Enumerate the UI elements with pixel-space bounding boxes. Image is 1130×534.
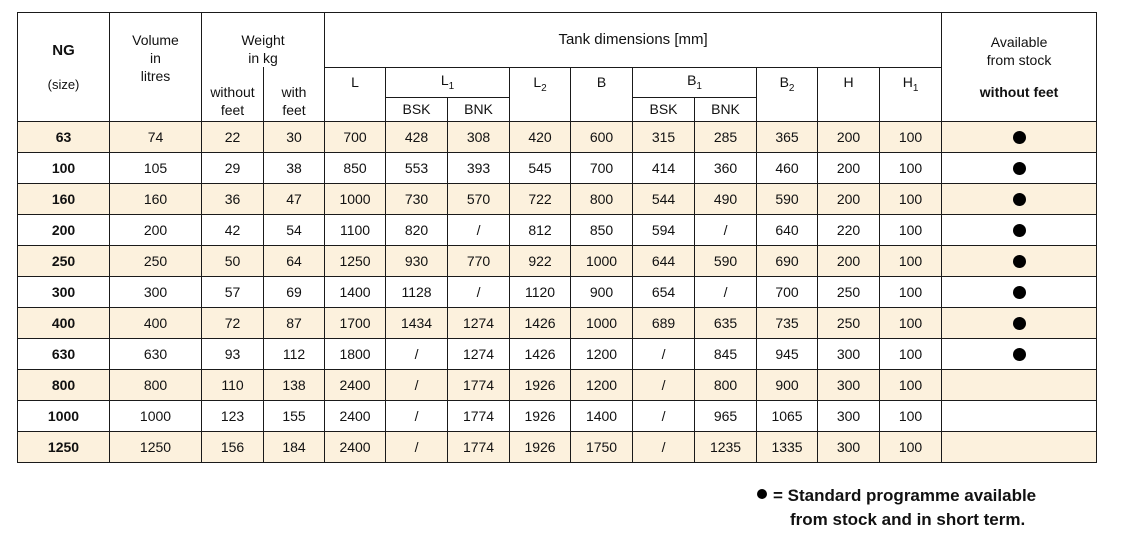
- available-header: Available from stock without feet: [942, 13, 1097, 122]
- cell-wf: 138: [264, 369, 325, 400]
- cell-B: 1400: [571, 400, 633, 431]
- table-row: [18, 338, 1097, 369]
- without-feet-header: without feet: [202, 67, 264, 121]
- cell-H1: 100: [880, 400, 942, 431]
- cell-B1bsk: 544: [633, 183, 695, 214]
- cell-ng: 160: [18, 183, 110, 214]
- cell-L1bsk: /: [386, 338, 448, 369]
- cell-L: 2400: [325, 369, 386, 400]
- L2-header: $L_2$: [510, 67, 571, 121]
- cell-vol: 400: [110, 307, 202, 338]
- weight-header: Weight in kg: [202, 13, 325, 68]
- L1-header: $L_1$: [386, 67, 510, 97]
- cell-L1bnk: 1774: [448, 400, 510, 431]
- cell-wof: 22: [202, 121, 264, 152]
- cell-B1bnk: 590: [695, 245, 757, 276]
- cell-ng: 400: [18, 307, 110, 338]
- cell-L: 1250: [325, 245, 386, 276]
- cell-L1bsk: 730: [386, 183, 448, 214]
- cell-H1: 100: [880, 152, 942, 183]
- cell-stock: [942, 338, 1097, 369]
- cell-L2: 545: [510, 152, 571, 183]
- in-stock-dot-icon: [1013, 317, 1026, 330]
- B1-bnk-header: BNK: [695, 97, 757, 121]
- L1-bnk-header: BNK: [448, 97, 510, 121]
- cell-stock: [942, 431, 1097, 462]
- cell-B1bnk: 285: [695, 121, 757, 152]
- cell-vol: 160: [110, 183, 202, 214]
- cell-wf: 64: [264, 245, 325, 276]
- B1-bsk-header: BSK: [633, 97, 695, 121]
- table-row: [18, 183, 1097, 214]
- cell-B2: 1065: [757, 400, 818, 431]
- cell-L: 850: [325, 152, 386, 183]
- in-stock-dot-icon: [1013, 193, 1026, 206]
- cell-L1bsk: /: [386, 369, 448, 400]
- cell-stock: [942, 369, 1097, 400]
- cell-wof: 50: [202, 245, 264, 276]
- cell-H: 200: [818, 152, 880, 183]
- cell-H1: 100: [880, 183, 942, 214]
- in-stock-dot-icon: [1013, 131, 1026, 144]
- cell-L1bsk: 553: [386, 152, 448, 183]
- cell-ng: 1250: [18, 431, 110, 462]
- cell-L2: 1426: [510, 307, 571, 338]
- legend: = Standard programme available from stock and in short term.: [757, 484, 1036, 532]
- cell-ng: 800: [18, 369, 110, 400]
- tank-dimensions-table: [17, 12, 1097, 463]
- cell-H: 200: [818, 245, 880, 276]
- cell-L: 2400: [325, 400, 386, 431]
- B1-header: $B_1$: [633, 67, 757, 97]
- cell-stock: [942, 307, 1097, 338]
- cell-H1: 100: [880, 369, 942, 400]
- table-row: [18, 307, 1097, 338]
- cell-ng: 63: [18, 121, 110, 152]
- cell-B2: 735: [757, 307, 818, 338]
- B2-header: $B_2$: [757, 67, 818, 121]
- cell-L1bnk: 1774: [448, 369, 510, 400]
- tank-dimensions-header: Tank dimensions [mm]: [325, 13, 942, 68]
- cell-L1bnk: 570: [448, 183, 510, 214]
- cell-wf: 69: [264, 276, 325, 307]
- cell-B2: 690: [757, 245, 818, 276]
- table-row: [18, 121, 1097, 152]
- L-header: L: [325, 67, 386, 121]
- cell-B1bnk: 490: [695, 183, 757, 214]
- cell-H: 300: [818, 400, 880, 431]
- cell-wof: 93: [202, 338, 264, 369]
- cell-B: 1200: [571, 338, 633, 369]
- cell-wf: 47: [264, 183, 325, 214]
- cell-L: 1400: [325, 276, 386, 307]
- cell-ng: 200: [18, 214, 110, 245]
- L1-bsk-header: BSK: [386, 97, 448, 121]
- cell-L1bsk: /: [386, 431, 448, 462]
- cell-B: 800: [571, 183, 633, 214]
- table-row: [18, 369, 1097, 400]
- cell-L: 1700: [325, 307, 386, 338]
- cell-B2: 1335: [757, 431, 818, 462]
- cell-L2: 1926: [510, 369, 571, 400]
- cell-B: 900: [571, 276, 633, 307]
- cell-L1bsk: /: [386, 400, 448, 431]
- cell-H: 250: [818, 276, 880, 307]
- cell-B1bnk: 635: [695, 307, 757, 338]
- in-stock-dot-icon: [1013, 348, 1026, 361]
- table-body: [18, 121, 1097, 462]
- in-stock-dot-icon: [1013, 224, 1026, 237]
- cell-L2: 812: [510, 214, 571, 245]
- table-row: [18, 431, 1097, 462]
- cell-L2: 420: [510, 121, 571, 152]
- cell-stock: [942, 121, 1097, 152]
- cell-B1bsk: /: [633, 338, 695, 369]
- cell-L: 1800: [325, 338, 386, 369]
- cell-ng: 250: [18, 245, 110, 276]
- cell-B1bnk: /: [695, 214, 757, 245]
- cell-wf: 54: [264, 214, 325, 245]
- cell-L: 1100: [325, 214, 386, 245]
- table-row: [18, 400, 1097, 431]
- cell-vol: 300: [110, 276, 202, 307]
- cell-vol: 105: [110, 152, 202, 183]
- cell-H: 250: [818, 307, 880, 338]
- bullet-icon: [757, 489, 767, 499]
- cell-L1bnk: 393: [448, 152, 510, 183]
- cell-H: 300: [818, 338, 880, 369]
- table-row: [18, 276, 1097, 307]
- cell-B1bnk: 360: [695, 152, 757, 183]
- cell-H1: 100: [880, 121, 942, 152]
- cell-H: 300: [818, 369, 880, 400]
- cell-vol: 1250: [110, 431, 202, 462]
- cell-L2: 1926: [510, 400, 571, 431]
- cell-L1bsk: 820: [386, 214, 448, 245]
- cell-B1bsk: 654: [633, 276, 695, 307]
- cell-L: 700: [325, 121, 386, 152]
- cell-B1bnk: 965: [695, 400, 757, 431]
- in-stock-dot-icon: [1013, 255, 1026, 268]
- cell-L1bnk: 308: [448, 121, 510, 152]
- cell-H: 220: [818, 214, 880, 245]
- cell-L1bnk: 1274: [448, 307, 510, 338]
- cell-B: 1000: [571, 245, 633, 276]
- cell-ng: 630: [18, 338, 110, 369]
- cell-B: 850: [571, 214, 633, 245]
- cell-L1bsk: 1434: [386, 307, 448, 338]
- cell-B1bnk: 845: [695, 338, 757, 369]
- cell-H: 200: [818, 121, 880, 152]
- cell-B2: 640: [757, 214, 818, 245]
- cell-L2: 1426: [510, 338, 571, 369]
- cell-B1bsk: 594: [633, 214, 695, 245]
- cell-vol: 800: [110, 369, 202, 400]
- cell-L1bnk: 1774: [448, 431, 510, 462]
- cell-stock: [942, 276, 1097, 307]
- cell-B: 600: [571, 121, 633, 152]
- cell-wf: 87: [264, 307, 325, 338]
- cell-wof: 57: [202, 276, 264, 307]
- cell-H1: 100: [880, 431, 942, 462]
- cell-B1bnk: 800: [695, 369, 757, 400]
- cell-stock: [942, 214, 1097, 245]
- cell-stock: [942, 183, 1097, 214]
- cell-L1bnk: 770: [448, 245, 510, 276]
- cell-L1bsk: 930: [386, 245, 448, 276]
- cell-L1bnk: 1274: [448, 338, 510, 369]
- cell-B2: 900: [757, 369, 818, 400]
- cell-H: 300: [818, 431, 880, 462]
- cell-L2: 1120: [510, 276, 571, 307]
- with-feet-header: with feet: [264, 67, 325, 121]
- in-stock-dot-icon: [1013, 162, 1026, 175]
- cell-wof: 29: [202, 152, 264, 183]
- cell-wf: 30: [264, 121, 325, 152]
- cell-B2: 945: [757, 338, 818, 369]
- cell-B: 1200: [571, 369, 633, 400]
- cell-wof: 156: [202, 431, 264, 462]
- cell-ng: 100: [18, 152, 110, 183]
- cell-L2: 1926: [510, 431, 571, 462]
- cell-L1bnk: /: [448, 214, 510, 245]
- cell-vol: 200: [110, 214, 202, 245]
- cell-H1: 100: [880, 245, 942, 276]
- cell-B1bsk: /: [633, 431, 695, 462]
- cell-vol: 250: [110, 245, 202, 276]
- cell-L2: 922: [510, 245, 571, 276]
- cell-B1bsk: 315: [633, 121, 695, 152]
- cell-L: 1000: [325, 183, 386, 214]
- cell-L: 2400: [325, 431, 386, 462]
- cell-wof: 72: [202, 307, 264, 338]
- cell-L1bnk: /: [448, 276, 510, 307]
- cell-wof: 36: [202, 183, 264, 214]
- cell-H1: 100: [880, 338, 942, 369]
- cell-ng: 300: [18, 276, 110, 307]
- cell-L2: 722: [510, 183, 571, 214]
- cell-H1: 100: [880, 307, 942, 338]
- cell-ng: 1000: [18, 400, 110, 431]
- cell-H: 200: [818, 183, 880, 214]
- cell-B1bsk: /: [633, 369, 695, 400]
- cell-wf: 155: [264, 400, 325, 431]
- cell-B: 1750: [571, 431, 633, 462]
- cell-wf: 38: [264, 152, 325, 183]
- cell-wof: 110: [202, 369, 264, 400]
- cell-stock: [942, 400, 1097, 431]
- cell-wof: 123: [202, 400, 264, 431]
- cell-B2: 700: [757, 276, 818, 307]
- cell-H1: 100: [880, 214, 942, 245]
- volume-header: Volume in litres: [110, 13, 202, 122]
- H-header: H: [818, 67, 880, 121]
- cell-vol: 1000: [110, 400, 202, 431]
- H1-header: $H_1$: [880, 67, 942, 121]
- cell-B2: 590: [757, 183, 818, 214]
- cell-wf: 184: [264, 431, 325, 462]
- cell-B1bnk: 1235: [695, 431, 757, 462]
- cell-B1bnk: /: [695, 276, 757, 307]
- cell-vol: 630: [110, 338, 202, 369]
- cell-stock: [942, 245, 1097, 276]
- table-row: [18, 214, 1097, 245]
- B-header: B: [571, 67, 633, 121]
- cell-B2: 365: [757, 121, 818, 152]
- cell-L1bsk: 428: [386, 121, 448, 152]
- ng-header: NG (size): [18, 13, 110, 122]
- in-stock-dot-icon: [1013, 286, 1026, 299]
- cell-B1bsk: 689: [633, 307, 695, 338]
- table-row: [18, 152, 1097, 183]
- cell-B2: 460: [757, 152, 818, 183]
- cell-H1: 100: [880, 276, 942, 307]
- cell-L1bsk: 1128: [386, 276, 448, 307]
- cell-wf: 112: [264, 338, 325, 369]
- cell-B1bsk: 644: [633, 245, 695, 276]
- cell-B: 700: [571, 152, 633, 183]
- cell-B1bsk: /: [633, 400, 695, 431]
- cell-B1bsk: 414: [633, 152, 695, 183]
- table-row: [18, 245, 1097, 276]
- cell-B: 1000: [571, 307, 633, 338]
- cell-stock: [942, 152, 1097, 183]
- cell-vol: 74: [110, 121, 202, 152]
- cell-wof: 42: [202, 214, 264, 245]
